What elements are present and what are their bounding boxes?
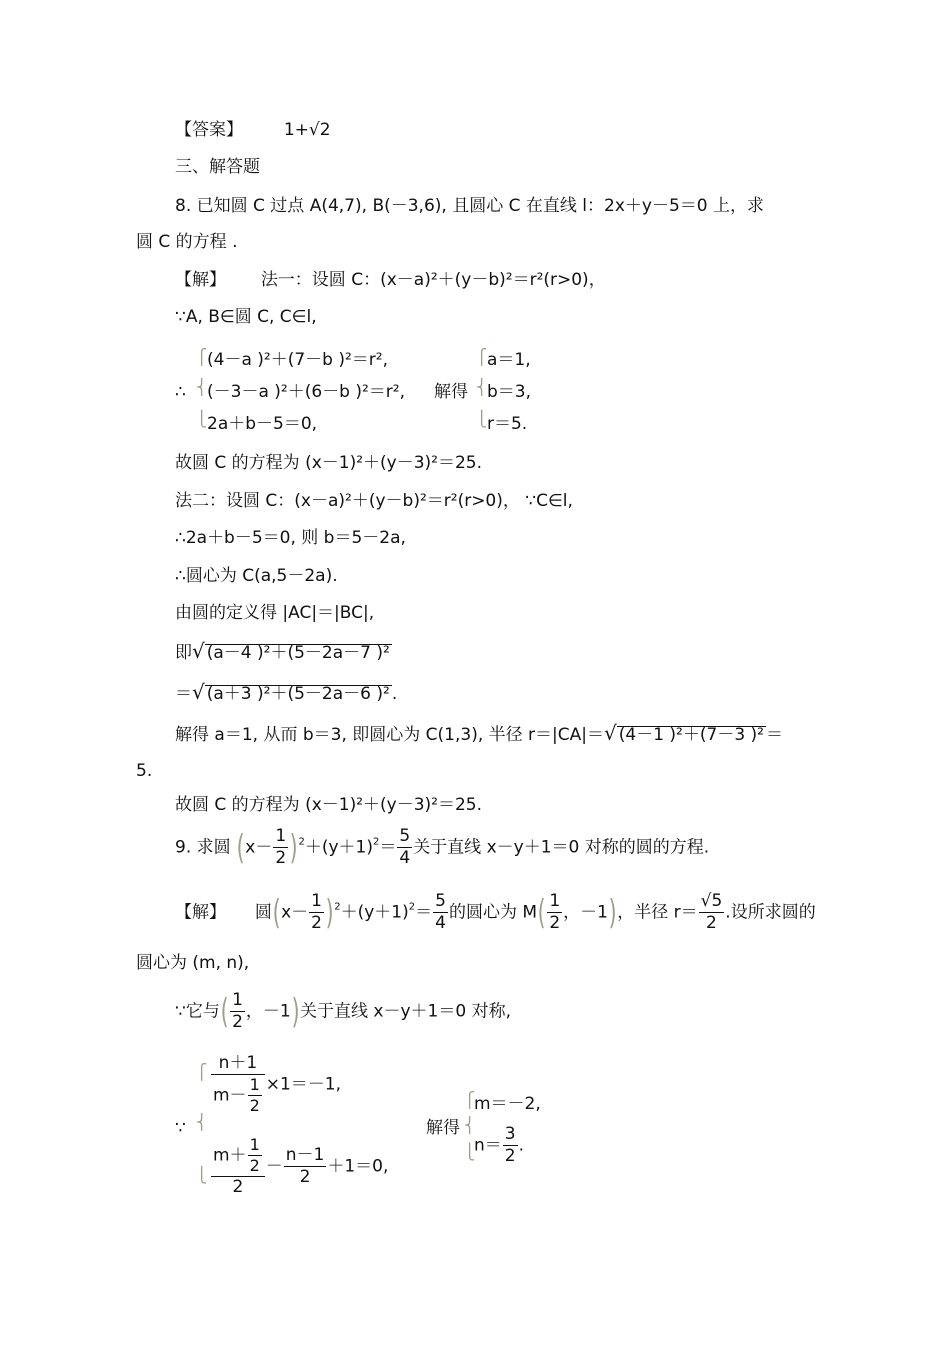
left-brace-icon: ⎩ [476,410,488,428]
left-brace-icon: ⎨ [196,1113,208,1131]
left-brace-icon: ⎧ [196,1063,208,1081]
radical-icon: √ [192,639,205,663]
q9-result-n: n＝ $\frac{3}{2}$ . [474,1124,525,1166]
section-title: 三、解答题 [175,157,260,177]
q9-solution-line1: 【解】 圆(x－ $\frac{1}{2}$ )$^2+(y+1)^2=$ $\frac{5}{4}$ 的圆心为 M( $\frac{1}{2}$ ，－1)，半径 r＝ $\frac{√5}{2}$ .设所求圆的 [175,891,816,933]
fraction: $\frac{1}{2}$ [275,826,287,868]
fraction: $\frac{3}{2}$ [504,1124,516,1166]
q9-solve-word: 解得 [426,1118,460,1138]
q8-m2-line5: ＝√ (a＋3 )²＋(5－2a－6 )² . [175,680,398,704]
q9-eq2: m＋ $\frac{1}{2}$ 2 － $\frac{n-1}{2}$ ＋1＝0, [213,1135,389,1197]
q8-therefore: ∴ [175,382,186,402]
q8-m2-line2: ∴圆心为 C(a,5－2a). [175,566,338,586]
q8-m2-line6: 解得 a＝1, 从而 b＝3, 即圆心为 C(1,3), 半径 r＝|CA|＝√ (4－1 )²＋(7－3 )² ＝ [175,721,783,745]
q8-sys-eq1: (4－a )²＋(7－b )²＝r², [207,350,389,370]
q9-eq1: n＋1 m－ $\frac{1}{2}$ ×1＝－1, [213,1053,342,1115]
q8-sys-eq3: 2a＋b－5＝0, [207,414,318,434]
q8-method2-header: 法二：设圆 C：(x－a)²＋(y－b)²＝r²(r>0)， ∵C∈l, [175,491,573,511]
left-paren-icon: ( [220,991,229,1032]
right-paren-icon: ) [608,892,617,933]
q8-stem-line1: 8. 已知圆 C 过点 A(4,7), B(－3,6), 且圆心 C 在直线 l：2x＋y－5＝0 上，求 [175,196,764,216]
q8-sys-eq2: (－3－a )²＋(6－b )²＝r², [207,382,406,402]
q8-because-line: ∵A, B∈圆 C, C∈l, [175,307,317,327]
fraction: m＋ $\frac{1}{2}$ 2 [211,1137,265,1196]
left-brace-icon: ⎧ [196,348,208,366]
answer-line [175,122,331,139]
q8-method1-header: 法一：设圆 C：(x－a)²＋(y－b)²＝r²(r>0)， [260,270,606,290]
q8-m2-line4: 即√ (a－4 )²＋(5－2a－7 )² [175,639,390,663]
q8-m2-line3: 由圆的定义得 |AC|＝|BC|, [175,603,375,623]
right-paren-icon: ) [289,827,298,868]
fraction: n＋1 m－ $\frac{1}{2}$ [211,1055,265,1114]
q8-sol-r: r＝5. [487,414,528,434]
fraction: $\frac{1}{2}$ [311,891,322,933]
left-brace-icon: ⎩ [196,1166,208,1184]
fraction: $\frac{1}{2}$ [549,891,561,933]
right-paren-icon: ) [325,892,334,933]
q8-solution-label: 【解】 [175,270,226,290]
q8-m2-radicand2: (a＋3 )²＋(5－2a－6 )² [206,684,390,704]
right-paren-icon: ) [291,991,300,1032]
left-paren-icon: ( [236,827,245,868]
left-brace-icon: ⎨ [464,1116,476,1134]
q8-stem-line2: 圆 C 的方程 . [136,232,238,252]
q9-result-m: m＝－2, [474,1094,541,1114]
left-brace-icon: ⎩ [464,1143,476,1161]
fraction: $\frac{n-1}{2}$ [285,1145,325,1187]
q8-m2-radicand3: (4－1 )²＋(7－3 )² [618,725,764,745]
q9-line2: 圆心为 (m, n), [136,953,250,973]
fraction: $\frac{1}{2}$ [232,990,243,1032]
left-brace-icon: ⎨ [196,378,208,396]
q8-result2: 故圆 C 的方程为 (x－1)²＋(y－3)²＝25. [175,795,483,815]
q8-method1-line [175,272,606,289]
left-paren-icon: ( [537,892,546,933]
fraction: $\frac{5}{4}$ [399,826,411,868]
q8-result1: 故圆 C 的方程为 (x－1)²＋(y－3)²＝25. [175,453,483,473]
answer-value: 1+√2 [283,120,331,140]
q8-sol-b: b＝3, [487,382,532,402]
q8-sol-a: a＝1, [487,350,531,370]
q9-because: ∵ [175,1118,186,1138]
q8-m2-line7: 5. [136,761,153,781]
answer-label: 【答案】 [175,120,243,140]
left-brace-icon: ⎩ [196,410,208,428]
fraction: $\frac{√5}{2}$ [700,891,723,933]
left-brace-icon: ⎧ [464,1091,476,1109]
radical-icon: √ [604,721,617,745]
left-paren-icon: ( [272,892,281,933]
q9-stem: 9. 求圆 (x－ $\frac{1}{2}$ )$^2+(y+1)^2=$ $\frac{5}{4}$ 关于直线 x－y＋1＝0 对称的圆的方程. [175,826,710,868]
left-brace-icon: ⎧ [476,348,488,366]
radical-icon: √ [192,680,205,704]
left-brace-icon: ⎨ [476,378,488,396]
q8-solve-word: 解得 [434,382,468,402]
q8-m2-line1: ∴2a＋b－5＝0, 则 b＝5－2a, [175,528,406,548]
fraction: $\frac{5}{4}$ [435,891,446,933]
q8-m2-radicand1: (a－4 )²＋(5－2a－7 )² [206,643,390,663]
q9-line3: ∵它与( $\frac{1}{2}$ ，－1)关于直线 x－y＋1＝0 对称, [175,990,511,1032]
